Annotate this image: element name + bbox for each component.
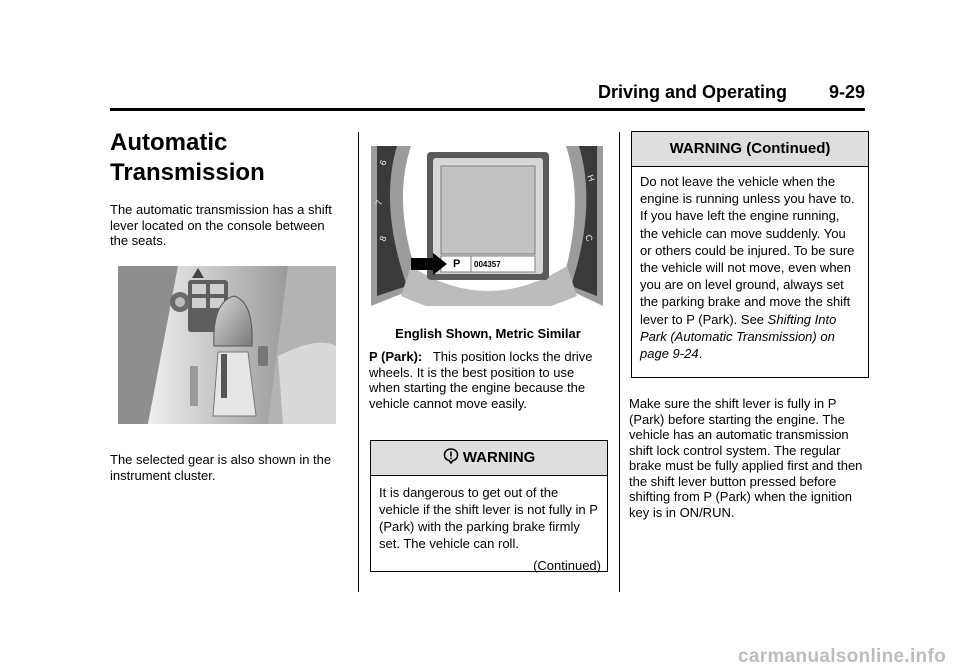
svg-text:7: 7 bbox=[373, 198, 385, 207]
warning-header bbox=[371, 441, 607, 476]
page-header bbox=[110, 82, 865, 111]
figure-code: 004357 bbox=[474, 260, 501, 269]
warning-symbol-icon bbox=[443, 448, 459, 464]
svg-text:8: 8 bbox=[377, 234, 389, 243]
column-divider bbox=[358, 132, 359, 592]
warning-text: It is dangerous to get out of the vehicle if the shift lever is not fully in P (Park) with the parking brake firmly set. The vehicle can roll. bbox=[379, 485, 598, 551]
section-heading bbox=[110, 128, 342, 188]
heading-line-2: Transmission bbox=[110, 159, 265, 186]
figure-caption-wrap bbox=[369, 326, 607, 341]
column-left bbox=[110, 128, 342, 249]
page-number: 9-29 bbox=[828, 82, 865, 102]
warning-continued-box bbox=[631, 131, 869, 378]
warning-title: WARNING bbox=[462, 449, 536, 466]
watermark-text: carmanualsonline.info bbox=[738, 646, 946, 667]
park-label: P (Park): bbox=[369, 349, 423, 364]
column-divider-2 bbox=[619, 132, 620, 592]
warning-continued-text: Do not leave the vehicle when the engine is running unless you have to. If you have left the engine running, the vehicle can move suddenly. You or others could be injured. To be sure the vehicle will not move, even when you are on level ground, always set the parking brake and move the shift lever to P (Park). See Shifting Into Park (Automatic Transmission) on page 9‑24. bbox=[640, 174, 855, 362]
svg-text:6: 6 bbox=[377, 158, 389, 167]
warning-continued-header: WARNING (Continued) bbox=[632, 132, 868, 167]
warning-continued: (Continued) bbox=[533, 558, 601, 573]
warning-box bbox=[370, 440, 608, 572]
gear-paragraph-wrap bbox=[110, 452, 342, 483]
park-paragraph bbox=[369, 349, 607, 411]
shift-lever-console-illustration bbox=[118, 266, 336, 424]
intro-paragraph: The automatic transmission has a shift lever located on the console between the seats. bbox=[110, 202, 332, 248]
section-title: Driving and Operating bbox=[597, 82, 787, 102]
cross-reference-link[interactable]: Shifting Into Park (Automatic Transmission) on page 9‑24 bbox=[640, 311, 837, 362]
svg-text:H: H bbox=[585, 173, 597, 183]
heading-line-1: Automatic bbox=[110, 129, 228, 156]
shift-lock-paragraph-wrap bbox=[629, 396, 869, 520]
figure-caption: English Shown, Metric Similar bbox=[395, 326, 581, 341]
svg-text:C: C bbox=[583, 233, 595, 243]
gear-paragraph: The selected gear is also shown in the instrument cluster. bbox=[110, 452, 332, 483]
cluster-gear-indicator: P bbox=[453, 258, 461, 270]
park-text: This position locks the drive wheels. It is the best position to use when starting the engine because the vehicle cannot move easily. bbox=[369, 349, 593, 411]
instrument-cluster-illustration bbox=[371, 146, 603, 306]
shift-lock-paragraph: Make sure the shift lever is fully in P (Park) before starting the engine. The vehicle has an automatic transmission shift lock control system. The regular brake must be fully applied first and then the shift lever button pressed before shifting from P (Park) when the ignition key is in ON/RUN. bbox=[629, 396, 863, 520]
